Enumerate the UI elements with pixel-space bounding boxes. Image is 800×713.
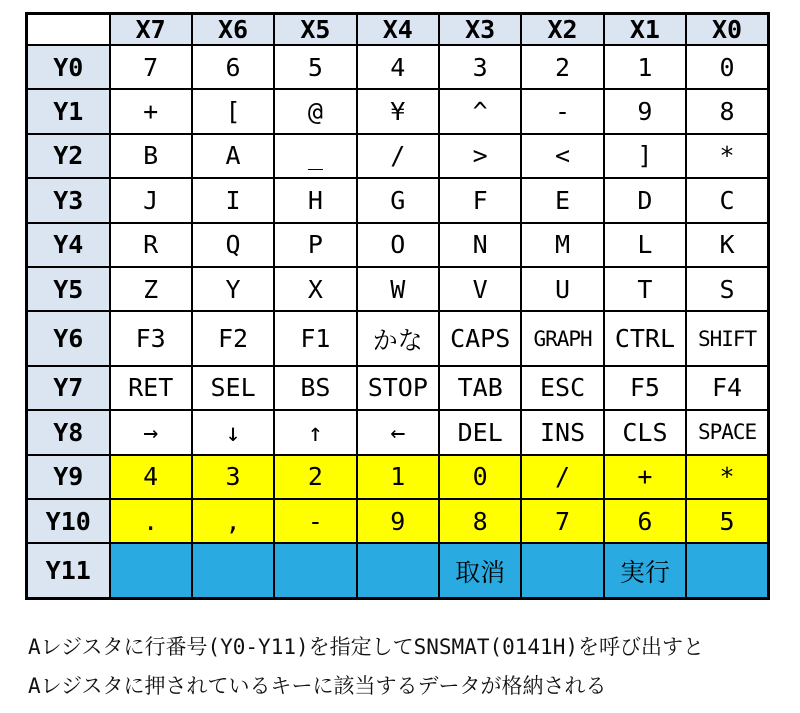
matrix-cell-Y8-X6: ↓ xyxy=(192,410,274,454)
caption xyxy=(28,628,704,706)
matrix-cell-Y0-X1: 1 xyxy=(604,45,686,89)
matrix-cell-Y5-X2: U xyxy=(521,267,603,311)
matrix-cell-Y9-X2: / xyxy=(521,455,603,499)
matrix-cell-Y3-X2: E xyxy=(521,178,603,222)
matrix-cell-Y3-X0: C xyxy=(686,178,768,222)
matrix-cell-Y7-X2: ESC xyxy=(521,366,603,410)
matrix-cell-Y9-X5: 2 xyxy=(274,455,356,499)
matrix-cell-Y5-X3: V xyxy=(439,267,521,311)
matrix-cell-Y0-X6: 6 xyxy=(192,45,274,89)
matrix-cell-Y2-X5: _ xyxy=(274,134,356,178)
matrix-row-Y8 xyxy=(27,410,769,454)
matrix-cell-Y2-X0: * xyxy=(686,134,768,178)
matrix-cell-Y3-X4: G xyxy=(357,178,439,222)
matrix-row-Y10 xyxy=(27,499,769,543)
matrix-cell-Y2-X3: > xyxy=(439,134,521,178)
matrix-row-Y7 xyxy=(27,366,769,410)
matrix-row-Y9 xyxy=(27,455,769,499)
matrix-cell-Y4-X6: Q xyxy=(192,223,274,267)
matrix-cell-Y8-X4: ← xyxy=(357,410,439,454)
matrix-cell-Y1-X3: ^ xyxy=(439,89,521,133)
matrix-cell-Y10-X7: . xyxy=(110,499,192,543)
matrix-cell-Y5-X7: Z xyxy=(110,267,192,311)
matrix-cell-Y10-X2: 7 xyxy=(521,499,603,543)
matrix-cell-Y1-X5: @ xyxy=(274,89,356,133)
matrix-cell-Y2-X2: < xyxy=(521,134,603,178)
col-header-X3: X3 xyxy=(439,14,521,46)
matrix-cell-Y2-X1: ] xyxy=(604,134,686,178)
matrix-cell-Y3-X3: F xyxy=(439,178,521,222)
matrix-cell-Y9-X7: 4 xyxy=(110,455,192,499)
col-header-X4: X4 xyxy=(357,14,439,46)
row-header-Y10: Y10 xyxy=(27,499,110,543)
matrix-cell-Y11-X6 xyxy=(192,543,274,598)
matrix-cell-Y5-X1: T xyxy=(604,267,686,311)
matrix-cell-Y9-X3: 0 xyxy=(439,455,521,499)
matrix-cell-Y10-X3: 8 xyxy=(439,499,521,543)
matrix-cell-Y3-X7: J xyxy=(110,178,192,222)
caption-line-1: Aレジスタに行番号(Y0-Y11)を指定してSNSMAT(0141H)を呼び出すと xyxy=(28,635,704,659)
matrix-cell-Y4-X7: R xyxy=(110,223,192,267)
matrix-cell-Y7-X0: F4 xyxy=(686,366,768,410)
matrix-cell-Y0-X5: 5 xyxy=(274,45,356,89)
matrix-cell-Y7-X3: TAB xyxy=(439,366,521,410)
matrix-row-Y4 xyxy=(27,223,769,267)
matrix-cell-Y7-X6: SEL xyxy=(192,366,274,410)
row-header-Y9: Y9 xyxy=(27,455,110,499)
matrix-cell-Y0-X0: 0 xyxy=(686,45,768,89)
matrix-cell-Y11-X3: 取消 xyxy=(439,543,521,598)
matrix-cell-Y6-X7: F3 xyxy=(110,311,192,365)
matrix-cell-Y11-X1: 実行 xyxy=(604,543,686,598)
matrix-cell-Y6-X6: F2 xyxy=(192,311,274,365)
row-header-Y3: Y3 xyxy=(27,178,110,222)
matrix-cell-Y0-X4: 4 xyxy=(357,45,439,89)
matrix-cell-Y7-X1: F5 xyxy=(604,366,686,410)
matrix-cell-Y1-X2: - xyxy=(521,89,603,133)
matrix-cell-Y3-X5: H xyxy=(274,178,356,222)
matrix-cell-Y4-X2: M xyxy=(521,223,603,267)
key-matrix-table xyxy=(25,12,770,600)
matrix-cell-Y1-X7: + xyxy=(110,89,192,133)
row-header-Y11: Y11 xyxy=(27,543,110,598)
matrix-cell-Y6-X2: GRAPH xyxy=(521,311,603,365)
matrix-cell-Y1-X4: ¥ xyxy=(357,89,439,133)
matrix-cell-Y9-X6: 3 xyxy=(192,455,274,499)
row-header-Y0: Y0 xyxy=(27,45,110,89)
matrix-cell-Y10-X0: 5 xyxy=(686,499,768,543)
matrix-cell-Y7-X5: BS xyxy=(274,366,356,410)
matrix-cell-Y8-X7: → xyxy=(110,410,192,454)
matrix-cell-Y5-X4: W xyxy=(357,267,439,311)
matrix-cell-Y2-X6: A xyxy=(192,134,274,178)
matrix-cell-Y10-X5: - xyxy=(274,499,356,543)
col-header-X1: X1 xyxy=(604,14,686,46)
row-header-Y1: Y1 xyxy=(27,89,110,133)
matrix-cell-Y4-X0: K xyxy=(686,223,768,267)
row-header-Y6: Y6 xyxy=(27,311,110,365)
matrix-cell-Y10-X1: 6 xyxy=(604,499,686,543)
col-header-X5: X5 xyxy=(274,14,356,46)
matrix-cell-Y3-X1: D xyxy=(604,178,686,222)
matrix-cell-Y0-X7: 7 xyxy=(110,45,192,89)
matrix-cell-Y5-X5: X xyxy=(274,267,356,311)
matrix-cell-Y6-X4: かな xyxy=(357,311,439,365)
matrix-cell-Y0-X3: 3 xyxy=(439,45,521,89)
matrix-cell-Y8-X0: SPACE xyxy=(686,410,768,454)
row-header-Y5: Y5 xyxy=(27,267,110,311)
matrix-cell-Y2-X4: / xyxy=(357,134,439,178)
corner-cell xyxy=(27,14,110,46)
matrix-cell-Y7-X4: STOP xyxy=(357,366,439,410)
matrix-cell-Y5-X0: S xyxy=(686,267,768,311)
matrix-cell-Y8-X1: CLS xyxy=(604,410,686,454)
matrix-cell-Y4-X3: N xyxy=(439,223,521,267)
matrix-cell-Y6-X5: F1 xyxy=(274,311,356,365)
matrix-cell-Y1-X1: 9 xyxy=(604,89,686,133)
matrix-cell-Y11-X7 xyxy=(110,543,192,598)
col-header-X0: X0 xyxy=(686,14,768,46)
matrix-cell-Y10-X4: 9 xyxy=(357,499,439,543)
matrix-row-Y6 xyxy=(27,311,769,365)
matrix-row-Y11 xyxy=(27,543,769,598)
matrix-cell-Y3-X6: I xyxy=(192,178,274,222)
matrix-row-Y1 xyxy=(27,89,769,133)
matrix-cell-Y11-X0 xyxy=(686,543,768,598)
matrix-cell-Y8-X2: INS xyxy=(521,410,603,454)
matrix-cell-Y9-X4: 1 xyxy=(357,455,439,499)
matrix-cell-Y6-X0: SHIFT xyxy=(686,311,768,365)
row-header-Y4: Y4 xyxy=(27,223,110,267)
matrix-cell-Y11-X5 xyxy=(274,543,356,598)
col-header-X7: X7 xyxy=(110,14,192,46)
matrix-cell-Y4-X1: L xyxy=(604,223,686,267)
matrix-cell-Y9-X0: * xyxy=(686,455,768,499)
matrix-cell-Y1-X6: [ xyxy=(192,89,274,133)
matrix-row-Y2 xyxy=(27,134,769,178)
matrix-cell-Y6-X1: CTRL xyxy=(604,311,686,365)
matrix-cell-Y6-X3: CAPS xyxy=(439,311,521,365)
matrix-cell-Y10-X6: , xyxy=(192,499,274,543)
matrix-cell-Y11-X4 xyxy=(357,543,439,598)
matrix-cell-Y0-X2: 2 xyxy=(521,45,603,89)
row-header-Y2: Y2 xyxy=(27,134,110,178)
matrix-cell-Y8-X5: ↑ xyxy=(274,410,356,454)
matrix-cell-Y9-X1: + xyxy=(604,455,686,499)
row-header-Y8: Y8 xyxy=(27,410,110,454)
row-header-Y7: Y7 xyxy=(27,366,110,410)
caption-line-2: Aレジスタに押されているキーに該当するデータが格納される xyxy=(28,674,607,698)
matrix-cell-Y4-X4: O xyxy=(357,223,439,267)
matrix-cell-Y4-X5: P xyxy=(274,223,356,267)
matrix-cell-Y2-X7: B xyxy=(110,134,192,178)
matrix-cell-Y1-X0: 8 xyxy=(686,89,768,133)
col-header-X2: X2 xyxy=(521,14,603,46)
matrix-header-row xyxy=(27,14,769,46)
matrix-cell-Y5-X6: Y xyxy=(192,267,274,311)
matrix-cell-Y7-X7: RET xyxy=(110,366,192,410)
matrix-cell-Y11-X2 xyxy=(521,543,603,598)
matrix-row-Y3 xyxy=(27,178,769,222)
matrix-row-Y5 xyxy=(27,267,769,311)
col-header-X6: X6 xyxy=(192,14,274,46)
matrix-row-Y0 xyxy=(27,45,769,89)
matrix-cell-Y8-X3: DEL xyxy=(439,410,521,454)
